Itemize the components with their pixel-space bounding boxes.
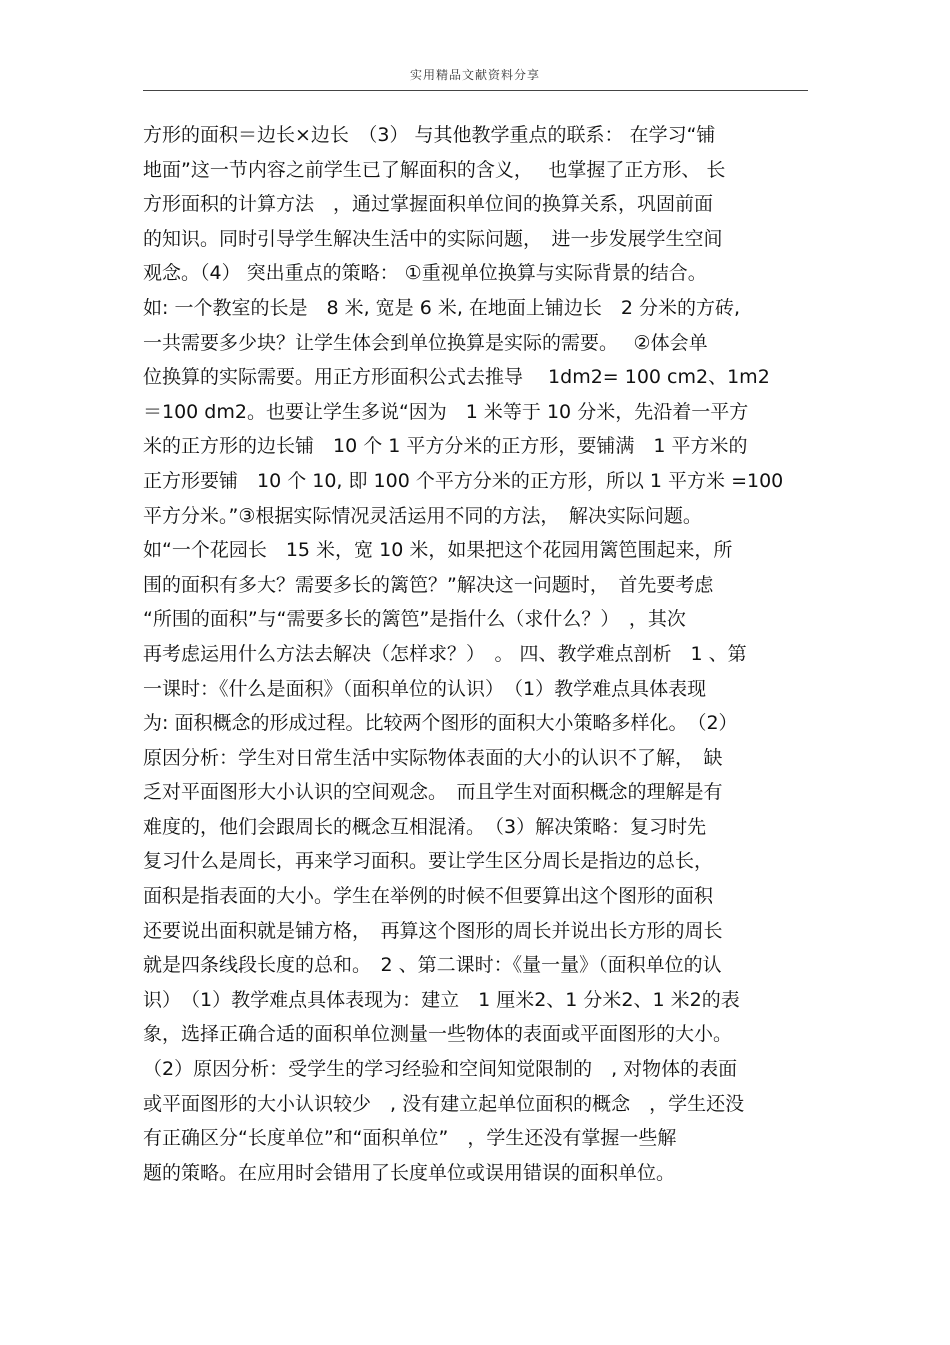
text-line: 方形面积的计算方法 ，通过掌握面积单位间的换算关系，巩固前面 [143, 193, 714, 216]
text-line: ＝100 dm2。也要让学生多说“因为 1 米等于 10 分米，先沿着一平方 [143, 400, 749, 423]
text-line: 面积是指表面的大小。学生在举例的时候不但要算出这个图形的面积 [143, 885, 714, 908]
text-line: 一课时：《什么是面积》（面积单位的认识） （1）教学难点具体表现 [143, 677, 707, 700]
text-line: 一共需要多少块？让学生体会到单位换算是实际的需要。 ②体会单 [143, 331, 708, 354]
text-line: 乏对平面图形大小认识的空间观念。 而且学生对面积概念的理解是有 [143, 781, 723, 804]
text-line: 围的面积有多大？需要多长的篱笆？”解决这一问题时， 首先要考虑 [143, 573, 714, 596]
text-line: 或平面图形的大小认识较少 , 没有建立起单位面积的概念 ，学生还没 [143, 1092, 745, 1115]
text-line: 方形的面积＝边长×边长 （3） 与其他教学重点的联系： 在学习“铺 [143, 124, 716, 146]
text-line: 的知识。同时引导学生解决生活中的实际问题， 进一步发展学生空间 [143, 227, 723, 250]
text-line: 如“一个花园长 15 米，宽 10 米，如果把这个花园用篱笆围起来，所 [143, 539, 733, 562]
text-line: 位换算的实际需要。用正方形面积公式去推导 1dm2= 100 cm2、1m2 [143, 366, 770, 389]
text-line: 有正确区分“长度单位”和“面积单位” ，学生还没有掌握一些解 [143, 1127, 677, 1150]
text-line: 为: 面积概念的形成过程。比较两个图形的面积大小策略多样化。 （2） [143, 712, 738, 735]
page-header: 实用精品文献资料分享 [409, 68, 540, 82]
text-line: 再考虑运用什么方法去解决（怎样求？） 。 四、教学难点剖析 1 、第 [143, 642, 747, 665]
text-line: 正方形要铺 10 个 10, 即 100 个平方分米的正方形，所以 1 平方米 =100 [143, 469, 784, 492]
text-line: 地面”这一节内容之前学生已了解面积的含义， 也掌握了正方形、 长 [143, 158, 726, 181]
text-line: 如: 一个教室的长是 8 米, 宽是 6 米, 在地面上铺边长 2 分米的方砖, [143, 296, 741, 319]
text-line: 难度的，他们会跟周长的概念互相混淆。 （3）解决策略：复习时先 [143, 815, 707, 838]
text-line: 就是四条线段长度的总和。 2 、第二课时：《量一量》（面积单位的认 [143, 954, 722, 977]
text-line: 题的策略。在应用时会错用了长度单位或误用错误的面积单位。 [143, 1161, 676, 1184]
text-line: 还要说出面积就是铺方格， 再算这个图形的周长并说出长方形的周长 [143, 919, 723, 942]
document-body [143, 118, 823, 1190]
text-line: “所围的面积”与“需要多长的篱笆”是指什么（求什么？） ，其次 [143, 608, 686, 631]
text-line: 观念。（4） 突出重点的策略： ①重视单位换算与实际背景的结合。 [143, 262, 707, 285]
text-line: 原因分析：学生对日常生活中实际物体表面的大小的认识不了解， 缺 [143, 746, 723, 769]
text-line: 平方分米。”③根据实际情况灵活运用不同的方法， 解决实际问题。 [143, 504, 702, 527]
text-line: 识） （1）教学难点具体表现为：建立 1 厘米2、1 分米2、1 米2的表 [143, 988, 740, 1011]
text-line: 象，选择正确合适的面积单位测量一些物体的表面或平面图形的大小。 [143, 1023, 733, 1046]
text-line: （2）原因分析：受学生的学习经验和空间知觉限制的 , 对物体的表面 [143, 1058, 738, 1081]
header-divider [143, 90, 808, 91]
text-line: 米的正方形的边长铺 10 个 1 平方分米的正方形，要铺满 1 平方米的 [143, 435, 748, 458]
text-line: 复习什么是周长，再来学习面积。要让学生区分周长是指边的总长， [143, 850, 714, 873]
